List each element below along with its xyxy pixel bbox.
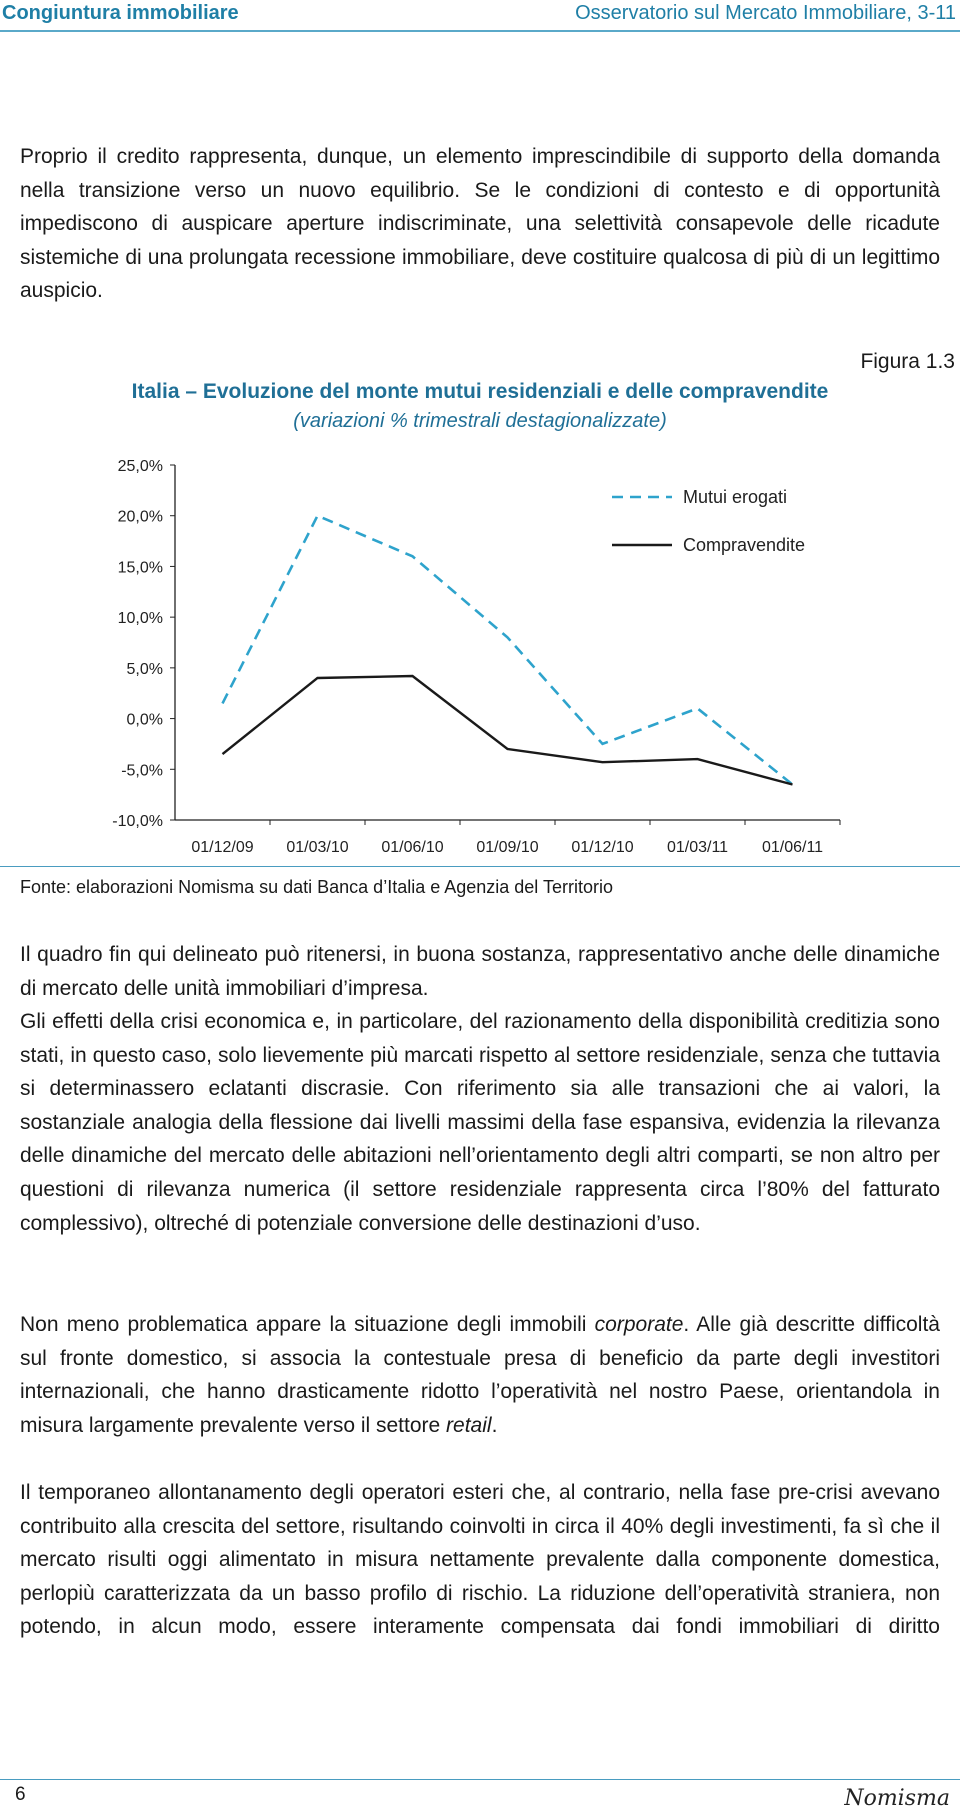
y-tick-label: 15,0% xyxy=(117,559,163,577)
nomisma-logo: Nomisma xyxy=(844,1786,950,1811)
legend-label-1: Compravendite xyxy=(683,535,806,555)
x-tick-label: 01/03/11 xyxy=(666,839,729,856)
line-chart xyxy=(0,440,960,890)
footer-divider xyxy=(0,1779,960,1780)
intro-paragraph: Proprio il credito rappresenta, dunque, un elemento imprescindibile di supporto della domanda nella transizione verso un nuovo equilibrio. Se le condizioni di contesto e di opportunità impediscono di auspicare aperture indiscriminate, una selettività consapevole delle ricadute sistemiche di una prolungata recessione immobiliare, deve costituire qualcosa di più di un legittimo auspicio. xyxy=(20,145,940,303)
page-header xyxy=(0,0,960,28)
figure-source: Fonte: elaborazioni Nomisma su dati Banca d’Italia e Agenzia del Territorio xyxy=(20,877,613,897)
x-tick-label: 01/06/10 xyxy=(381,839,444,856)
body-paragraph-3-emphasis-2: retail xyxy=(446,1413,492,1437)
series-line-1 xyxy=(223,676,793,785)
body-paragraph-3-emphasis-1: corporate xyxy=(594,1313,684,1336)
chart-container xyxy=(0,440,960,890)
x-tick-label: 01/09/10 xyxy=(476,839,539,856)
x-tick-label: 01/06/11 xyxy=(761,839,824,856)
series-line-0 xyxy=(223,516,793,785)
header-divider xyxy=(0,30,960,32)
body-paragraph-4: Il temporaneo allontanamento degli operatori esteri che, al contrario, nella fase pre-crisi avevano contribuito alla crescita del settore, risultando coinvolti in circa il 40% degli investimenti, fa sì che il mercato risulti oggi alimentato in misura nettamente prevalente dalla componente domestica, perlopiù caratterizzata da un basso profilo di rischio. La riduzione dell’operatività straniera, non potendo, in alcun modo, essere interamente compensata dai fondi immobiliari di diritto xyxy=(20,1481,940,1639)
x-tick-label: 01/03/10 xyxy=(286,839,349,856)
figure-subtitle: (variazioni % trimestrali destagionalizzate) xyxy=(293,410,667,432)
legend-label-0: Mutui erogati xyxy=(683,487,788,507)
figure-title: Italia – Evoluzione del monte mutui residenziali e delle compravendite xyxy=(131,380,829,403)
page-number: 6 xyxy=(15,1784,26,1805)
figure-label: Figura 1.3 xyxy=(860,350,955,373)
body-paragraph-2: Gli effetti della crisi economica e, in particolare, del razionamento della disponibilità creditizia sono stati, in questo caso, solo lievemente più marcati rispetto al settore residenziale, senza che tuttavia si determinassero eclatanti discrasie. Con riferimento sia alle transazioni che ai valori, la sostanziale analogia della flessione dai livelli massimi della fase espansiva, evidenzia la rilevanza delle dinamiche del mercato delle abitazioni nell’orientamento degli altri comparti, se non altro per questioni di rilevanza numerica (il settore residenziale rappresenta circa l’80% del fatturato complessivo), oltreché di potenziale conversione delle destinazioni d’uso. xyxy=(20,1010,940,1235)
section-title: Congiuntura immobiliare xyxy=(2,2,239,24)
body-paragraph-3-part-c: . xyxy=(491,1413,498,1437)
y-tick-label: -5,0% xyxy=(121,762,163,780)
x-tick-label: 01/12/10 xyxy=(571,839,634,856)
chart-divider xyxy=(0,866,960,867)
x-tick-label: 01/12/09 xyxy=(191,839,254,856)
publication-title: Osservatorio sul Mercato Immobiliare, 3-11 xyxy=(575,2,956,24)
y-tick-label: 0,0% xyxy=(126,711,163,729)
body-paragraph-3 xyxy=(20,1308,940,1442)
y-tick-label: 20,0% xyxy=(117,508,163,526)
y-tick-label: -10,0% xyxy=(112,813,163,830)
body-paragraph-3-part-a: Non meno problematica appare la situazione degli immobili xyxy=(20,1313,595,1336)
body-paragraph-3-part-b: . Alle già descritte difficoltà sul fronte domestico, si associa la contestuale presa di beneficio da parte degli investitori internazionali, che hanno drasticamente ridotto l’operatività nel nostro Paese, orientandola in misura largamente prevalente verso il settore xyxy=(20,1313,940,1437)
y-tick-label: 10,0% xyxy=(117,610,163,628)
body-paragraph-1: Il quadro fin qui delineato può ritenersi, in buona sostanza, rappresentativo anche delle dinamiche di mercato delle unità immobiliari d’impresa. xyxy=(20,943,940,1000)
y-tick-label: 5,0% xyxy=(126,660,163,678)
y-tick-label: 25,0% xyxy=(117,458,163,475)
